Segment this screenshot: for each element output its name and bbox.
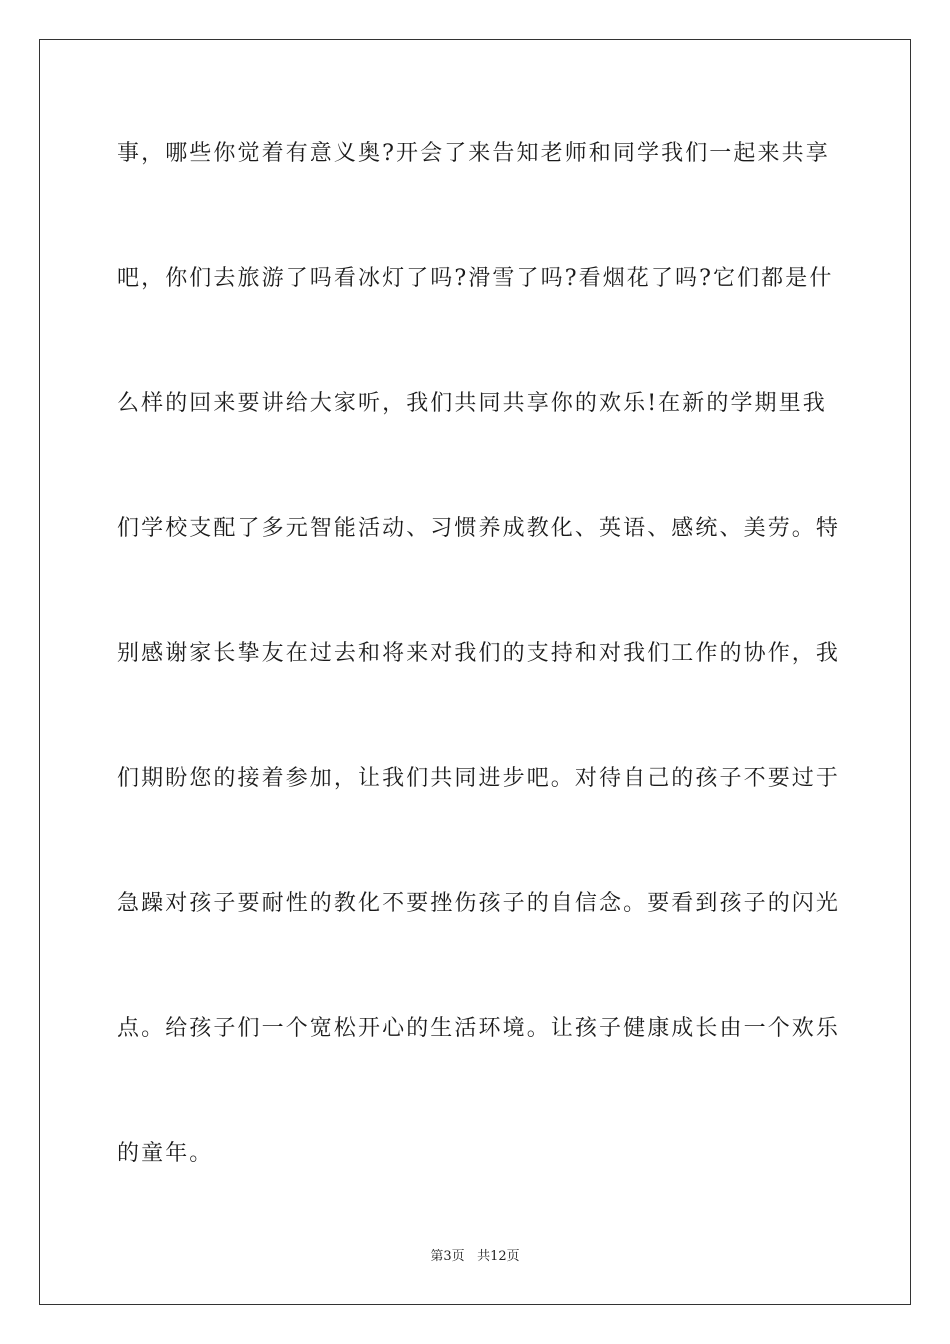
text-line: 们期盼您的接着参加，让我们共同进步吧。对待自己的孩子不要过于 [117, 766, 841, 791]
text-line: 的童年。 [117, 1141, 214, 1166]
text-line: 么样的回来要讲给大家听，我们共同共享你的欢乐!在新的学期里我 [117, 391, 827, 416]
text-line: 别感谢家长挚友在过去和将来对我们的支持和对我们工作的协作，我 [117, 641, 841, 666]
text-line: 吧，你们去旅游了吗看冰灯了吗?滑雪了吗?看烟花了吗?它们都是什 [117, 266, 834, 291]
text-line: 急躁对孩子要耐性的教化不要挫伤孩子的自信念。要看到孩子的闪光 [117, 891, 841, 916]
text-line: 事，哪些你觉着有意义奥?开会了来告知老师和同学我们一起来共享 [117, 141, 830, 166]
body-text [117, 124, 841, 1249]
text-line: 点。给孩子们一个宽松开心的生活环境。让孩子健康成长由一个欢乐 [117, 1016, 841, 1041]
footer-gap [465, 1249, 477, 1264]
text-line: 们学校支配了多元智能活动、习惯养成教化、英语、感统、美劳。特 [117, 516, 841, 541]
page-number: 第3页 [430, 1249, 465, 1264]
page-total: 共12页 [477, 1249, 520, 1264]
page-footer [0, 1248, 950, 1266]
